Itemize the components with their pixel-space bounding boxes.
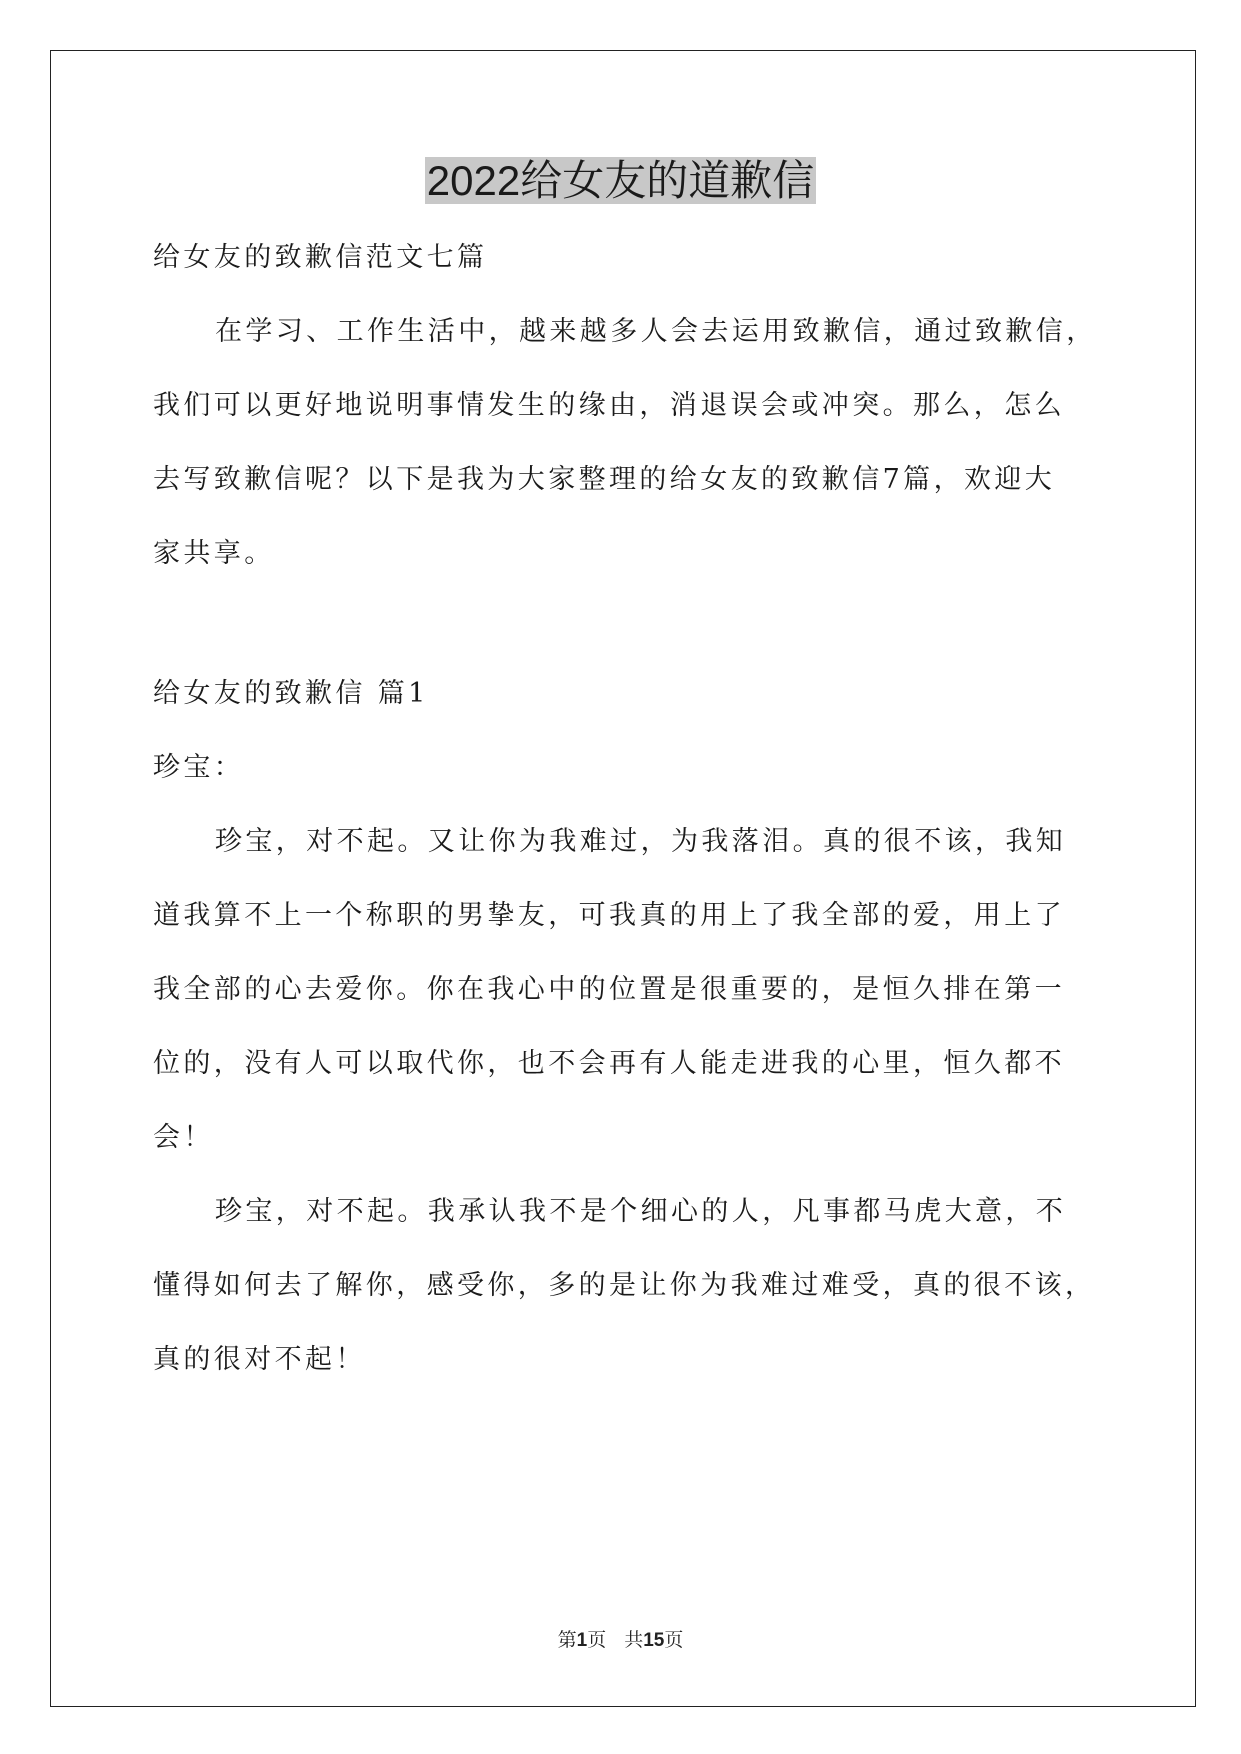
footer-page-total: 15 <box>643 1630 665 1651</box>
paragraph-line: 真的很对不起！ <box>153 1344 366 1375</box>
footer-page-prefix: 第 <box>557 1629 577 1651</box>
page-footer <box>0 1627 1241 1654</box>
salutation: 珍宝： <box>153 752 245 783</box>
paragraph-line: 会！ <box>153 1122 214 1153</box>
paragraph-line: 在学习、工作生活中，越来越多人会去运用致歉信，通过致歉信， <box>215 316 1097 347</box>
section-heading: 给女友的致歉信 篇1 <box>153 678 429 709</box>
page-border <box>50 50 1196 1707</box>
paragraph-line: 珍宝，对不起。我承认我不是个细心的人，凡事都马虎大意，不 <box>215 1196 1067 1227</box>
subtitle-line: 给女友的致歉信范文七篇 <box>153 242 488 273</box>
footer-total-prefix: 共 <box>624 1629 644 1651</box>
paragraph-line: 家共享。 <box>153 538 275 569</box>
footer-page-suffix: 页 <box>587 1629 607 1651</box>
footer-total-suffix: 页 <box>664 1629 684 1651</box>
paragraph-line: 懂得如何去了解你，感受你，多的是让你为我难过难受，真的很不该， <box>153 1270 1096 1301</box>
document-title-text: 2022给女友的道歉信 <box>426 157 815 204</box>
footer-page-number: 1 <box>576 1630 588 1651</box>
paragraph-line: 位的，没有人可以取代你，也不会再有人能走进我的心里，恒久都不 <box>153 1048 1065 1079</box>
paragraph-line: 珍宝，对不起。又让你为我难过，为我落泪。真的很不该，我知 <box>215 826 1067 857</box>
paragraph-line: 去写致歉信呢？以下是我为大家整理的给女友的致歉信7篇，欢迎大 <box>153 464 1056 495</box>
document-title <box>0 153 1241 209</box>
paragraph-line: 道我算不上一个称职的男挚友，可我真的用上了我全部的爱，用上了 <box>153 900 1065 931</box>
paragraph-line: 我们可以更好地说明事情发生的缘由，消退误会或冲突。那么，怎么 <box>153 390 1065 421</box>
paragraph-line: 我全部的心去爱你。你在我心中的位置是很重要的，是恒久排在第一 <box>153 974 1065 1005</box>
